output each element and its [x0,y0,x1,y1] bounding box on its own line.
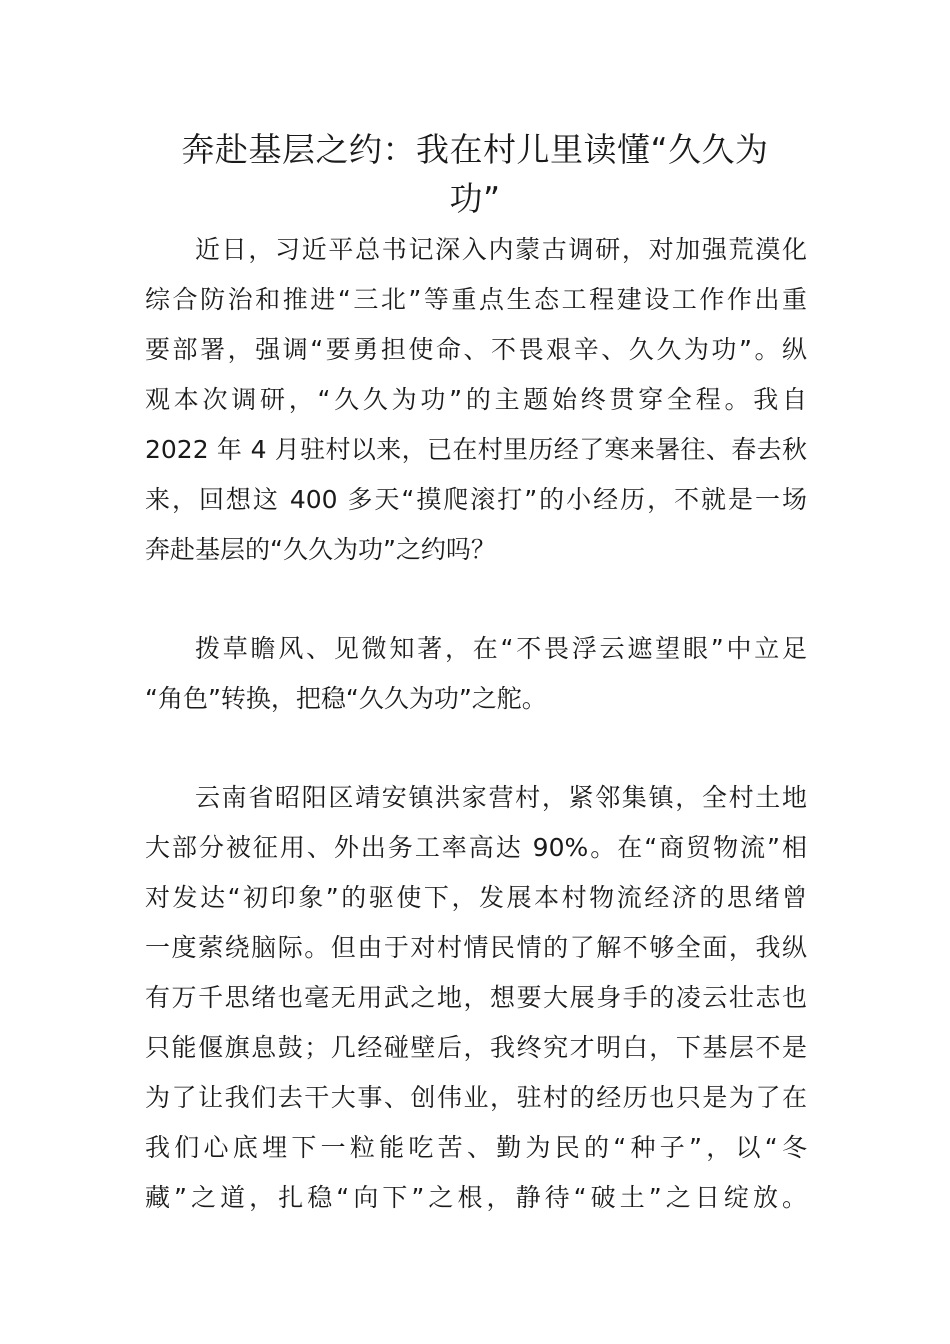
paragraph-line: 有万千思绪也毫无用武之地，想要大展身手的凌云壮志也 [145,983,807,1012]
paragraph-line: 拨草瞻风、见微知著，在“不畏浮云遮望眼”中立足 [195,634,807,663]
title-line: 功” [449,179,501,218]
paragraph-line: 大部分被征用、外出务工率高达 90%。在“商贸物流”相 [145,833,807,862]
paragraph-line: 为了让我们去干大事、创伟业，驻村的经历也只是为了在 [145,1083,807,1112]
paragraph-line: 对发达“初印象”的驱使下，发展本村物流经济的思绪曾 [145,883,807,912]
paragraph-line: 云南省昭阳区靖安镇洪家营村，紧邻集镇，全村土地 [195,783,807,812]
paragraph-line: 观本次调研，“久久为功”的主题始终贯穿全程。我自 [145,385,807,414]
paragraph-line: 藏”之道，扎稳“向下”之根，静待“破土”之日绽放。 [145,1183,807,1212]
paragraph-line: 奔赴基层的“久久为功”之约吗？ [145,535,496,564]
paragraph-line: 要部署，强调“要勇担使命、不畏艰辛、久久为功”。纵 [145,335,807,364]
paragraph-line: 一度萦绕脑际。但由于对村情民情的了解不够全面，我纵 [145,933,807,962]
paragraph-line: 2022 年 4 月驻村以来，已在村里历经了寒来暑往、春去秋 [145,435,807,464]
paragraph-line: 近日，习近平总书记深入内蒙古调研，对加强荒漠化 [195,235,807,264]
document-title [145,125,805,223]
paragraph-line: 综合防治和推进“三北”等重点生态工程建设工作作出重 [145,285,807,314]
paragraph-line: 来，回想这 400 多天“摸爬滚打”的小经历，不就是一场 [145,485,807,514]
paragraph-line: 只能偃旗息鼓；几经碰壁后，我终究才明白，下基层不是 [145,1033,807,1062]
paragraph-line: 我们心底埋下一粒能吃苦、勤为民的“种子”，以“冬 [145,1133,807,1162]
title-line: 奔赴基层之约：我在村儿里读懂“久久为 [181,130,769,169]
paragraph-line: “角色”转换，把稳“久久为功”之舵。 [145,684,547,713]
